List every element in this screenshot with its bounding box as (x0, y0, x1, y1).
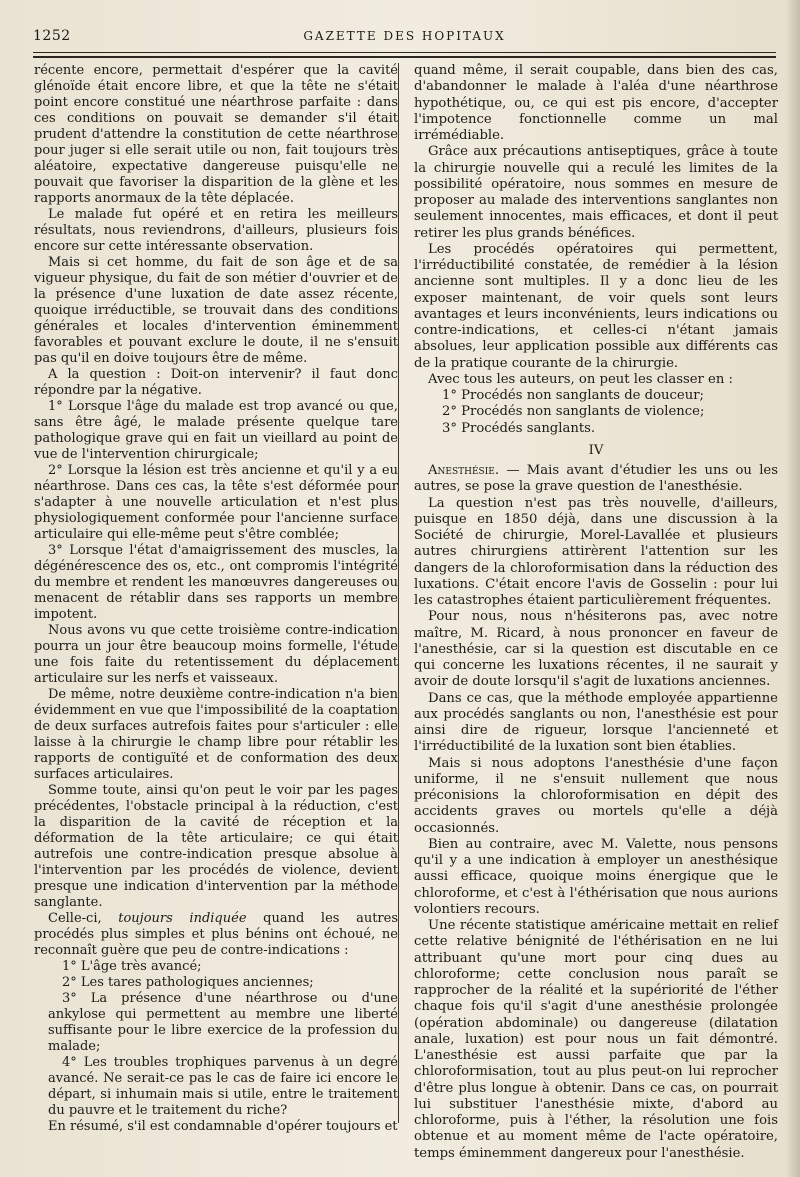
paragraph: Une récente statistique américaine mettait en relief cette relative bénignité de l'éthérisation en ne lui attribuant qu'une mort pour cinq dues au chloroforme; cette conclusion nous paraît se rapprocher de la réalité et la supériorité de l'éther chaque fois qu'il s'agit d'une anesthésie prolongée (opération abdominale) ou dangereuse (dilatation anale, luxation) est pour nous un fait démontré. L'anesthésie est aussi parfaite que par la chloroformisation, tout au plus peut-on lui reprocher d'être plus longue à obtenir. Dans ce cas, on pourrait lui substituer l'anesthésie mixte, d'abord au chloroforme, puis à l'éther, la résolution une fois obtenue et au moment même de l'acte opératoire, temps éminemment dangereux pour l'anesthésie. (414, 918, 778, 1161)
paragraph: Les procédés opératoires qui permettent, l'irréductibilité constatée, de remédier à la lésion ancienne sont multiples. Il y a donc lieu de les exposer maintenant, de voir quels sont leurs avantages et leurs inconvénients, leurs indications ou contre-indications, et celles-ci n'étant jamais absolues, leur application possible aux différents cas de la pratique courante de la chirurgie. (414, 241, 778, 371)
paragraph-text: Celle-ci, (48, 911, 119, 926)
list-item: 2° Procédés non sanglants de violence; (442, 404, 705, 420)
paragraph: Mais si nous adoptons l'anesthésie d'une façon uniforme, il ne s'ensuit nullement que nous préconisions la chloroformisation en dépit des accidents graves ou mortels qu'elle a déjà occasionnés. (414, 755, 778, 836)
list-item: 1° Procédés non sanglants de douceur; (442, 388, 704, 403)
paragraph: 1° Lorsque l'âge du malade est trop avancé ou que, sans être âgé, le malade présente quelque tare pathologique grave qui en fait un vieillard au point de vue de l'intervention chirurgicale; (34, 399, 398, 462)
paragraph: 2° Lorsque la lésion est très ancienne et qu'il y a eu néarthrose. Dans ces cas, la tête s'est déformée pour s'adapter à une nouvelle articulation et n'est plus physiologiquement conformée pour l'ancienne surface articulaire qui elle-même peut s'être comblée; (34, 463, 398, 542)
paragraph: En résumé, s'il est condamnable d'opérer toujours et (48, 1119, 398, 1134)
page-edge-shadow (786, 0, 800, 1177)
paragraph: Nous avons vu que cette troisième contre-indication pourra un jour être beaucoup moins formelle, l'étude une fois faite du retentissement du déplacement articulaire sur les nerfs et vaisseaux. (34, 623, 398, 686)
page-number: 1252 (33, 28, 71, 44)
list-item: 3° Procédés sanglants. (442, 420, 596, 436)
page-header (33, 28, 776, 50)
paragraph: De même, notre deuxième contre-indication n'a bien évidemment en vue que l'impossibilité de la coaptation de deux surfaces autrefois faites pour s'articuler : elle laisse à la chirurgie le champ libre pour rétablir les rapports de contiguïté et de conformation des deux surfaces articulaires. (34, 687, 398, 782)
paragraph: Dans ce cas, que la méthode employée appartienne aux procédés sanglants ou non, l'anesthésie est pour ainsi dire de rigueur, lorsque l'ancienneté et l'irréductibilité de la luxation sont bien établies. (414, 690, 778, 755)
column-divider (398, 63, 399, 1123)
header-rule-thick (33, 56, 776, 58)
list-item: 1° L'âge très avancé; (62, 959, 202, 974)
section-heading: IV (588, 442, 604, 458)
paragraph (414, 463, 778, 496)
paragraph: Mais si cet homme, du fait de son âge et de sa vigueur physique, du fait de son métier d'ouvrier et de la présence d'une luxation de date assez récente, quoique irréductible, se trouvait dans des conditions générales et locales d'intervention éminemment favorables et pouvant exclure le doute, il ne s'ensuit pas qu'il en doive toujours être de même. (34, 255, 398, 366)
list-item: 3° La présence d'une néarthrose ou d'une ankylose qui permettent au membre une liberté suffisante pour le libre exercice de la profession du malade; (48, 991, 398, 1054)
paragraph: Le malade fut opéré et en retira les meilleurs résultats, nous reviendrons, d'ailleurs, plusieurs fois encore sur cette intéressante observation. (34, 207, 398, 254)
left-column (34, 63, 398, 1135)
right-column (414, 63, 778, 1162)
paragraph: Grâce aux précautions antiseptiques, grâce à toute la chirurgie nouvelle qui a reculé les limites de la possibilité opératoire, nous sommes en mesure de proposer au malade des interventions sanglantes non seulement innocentes, mais efficaces, et dont il peut retirer les plus grands bénéfices. (414, 144, 778, 241)
paragraph: récente encore, permettait d'espérer que la cavité glénoïde était encore libre, et que la tête ne s'était point encore constitué une néarthrose parfaite : dans ces conditions on pouvait se demander s'il était prudent d'attendre la constitution de cette néarthrose pour juger si elle serait utile ou non, fait toujours très aléatoire, expectative dangereuse puisqu'elle ne pouvait que favoriser la disparition de la glène et les rapports anormaux de la tête déplacée. (34, 63, 398, 206)
paragraph (34, 911, 398, 959)
list-item: 2° Les tares pathologiques anciennes; (62, 975, 314, 990)
paragraph: Somme toute, ainsi qu'on peut le voir par les pages précédentes, l'obstacle principal à la réduction, c'est la disparition de la cavité de réception et la déformation de la tête articulaire; ce qui était autrefois une contre-indication presque absolue à l'intervention par les procédés de violence, devient presque une indication d'intervention par la méthode sanglante. (34, 783, 398, 910)
emphasis: toujours indiquée (118, 911, 247, 926)
journal-title: GAZETTE DES HOPITAUX (303, 29, 506, 43)
paragraph: Avec tous les auteurs, on peut les classer en : (428, 371, 733, 387)
paragraph-text: — Mais avant d'étudier les uns ou les autres, se pose la grave question de l'anesthésie. (414, 463, 778, 495)
run-in-heading: Anesthésie. (428, 463, 500, 478)
paragraph: Pour nous, nous n'hésiterons pas, avec notre maître, M. Ricard, à nous prononcer en faveur de l'anesthésie, car si la question est discutable en ce qui concerne les luxations récentes, il ne saurait y avoir de doute lorsqu'il s'agit de luxations anciennes. (414, 609, 778, 690)
paragraph: La question n'est pas très nouvelle, d'ailleurs, puisque en 1850 déjà, dans une discussion à la Société de chirurgie, Morel-Lavallée et plusieurs autres chirurgiens attirèrent l'attention sur les dangers de la chloroformisation dans la réduction des luxations. C'était encore l'avis de Gosselin : pour lui les catastrophes étaient particulièrement fréquentes. (414, 495, 778, 608)
list-item: 4° Les troubles trophiques parvenus à un degré avancé. Ne serait-ce pas le cas de faire ici encore le départ, si inhumain mais si utile, entre le traitement du pauvre et le traitement du riche? (48, 1055, 398, 1118)
paragraph-text: quand les autres procédés plus simples et plus bénins ont échoué, ne reconnaît guère que peu de contre-indications : (34, 911, 398, 958)
paragraph: 3° Lorsque l'état d'amaigrissement des muscles, la dégénérescence des os, etc., ont compromis l'intégrité du membre et rendent les manœuvres dangereuses ou menacent de rétablir dans ses rapports un membre impotent. (34, 543, 398, 622)
header-rule (33, 52, 776, 53)
paragraph: Bien au contraire, avec M. Valette, nous pensons qu'il y a une indication à employer un anesthésique aussi efficace, quoique moins énergique que le chloroforme, et c'est à l'éthérisation que nous aurions volontiers recours. (414, 836, 778, 917)
paragraph: quand même, il serait coupable, dans bien des cas, d'abandonner le malade à l'aléa d'une néarthrose hypothétique, ou, ce qui est pis encore, d'accepter l'impotence fonctionnelle comme un mal irrémédiable. (414, 63, 778, 143)
paragraph: A la question : Doit-on intervenir? il faut donc répondre par la négative. (34, 367, 398, 398)
